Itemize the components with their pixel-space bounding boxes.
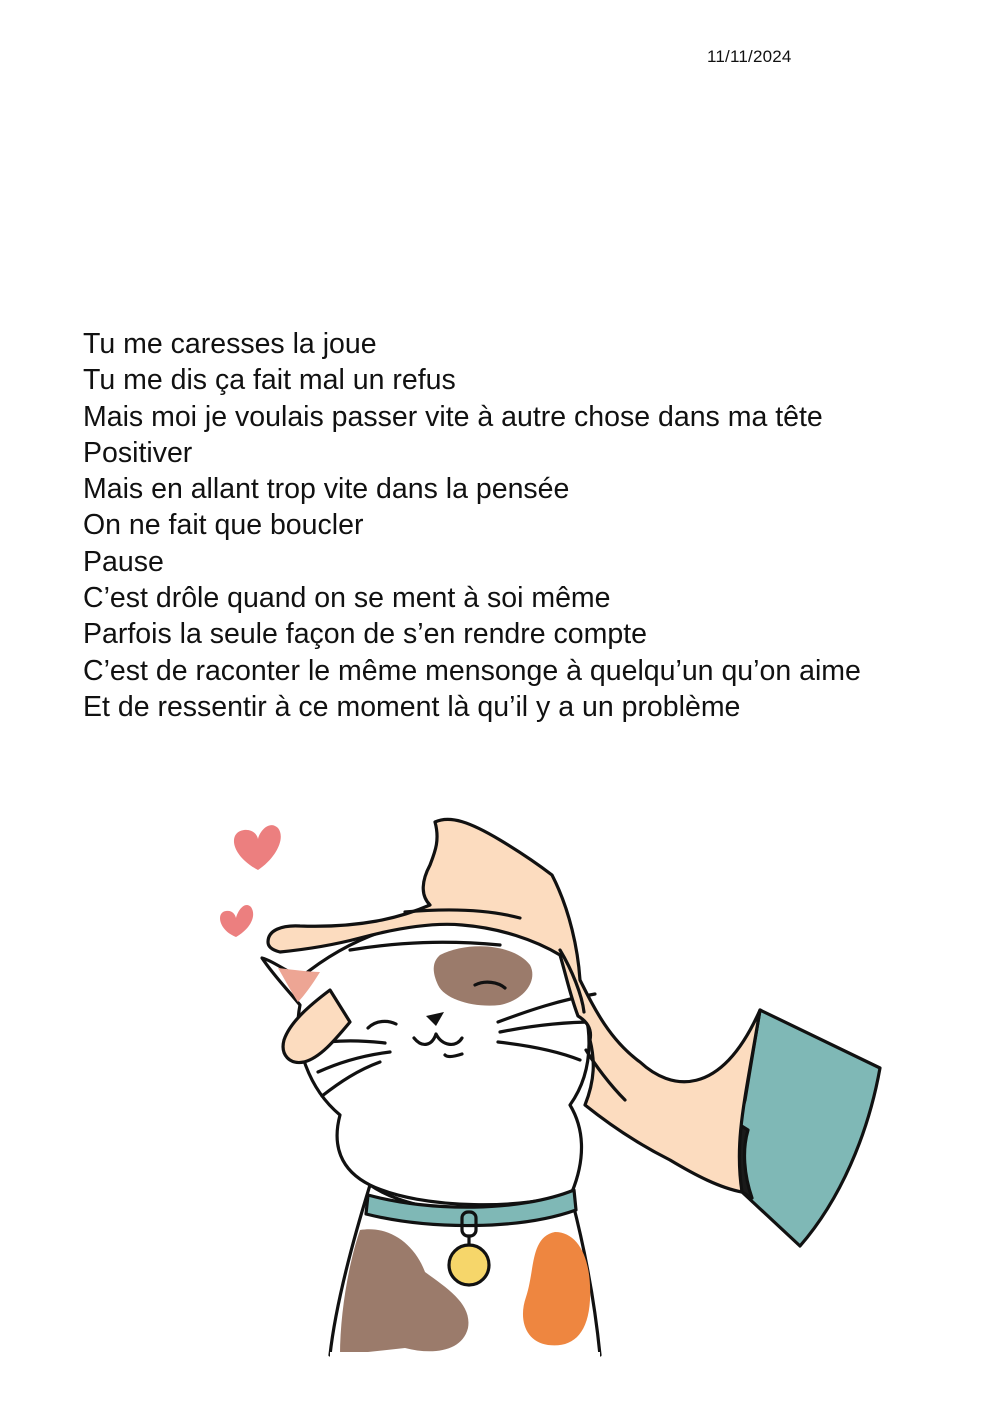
collar-tag — [449, 1245, 489, 1285]
sleeve — [736, 1010, 880, 1246]
poem-line: C’est drôle quand on se ment à soi même — [83, 582, 611, 615]
poem-line: Mais en allant trop vite dans la pensée — [83, 473, 570, 506]
poem-line: Mais moi je voulais passer vite à autre chose dans ma tête — [83, 400, 823, 433]
poem-line: Parfois la seule façon de s’en rendre compte — [83, 618, 647, 651]
cat-petting-illustration — [200, 800, 900, 1365]
document-date: 11/11/2024 — [707, 47, 792, 66]
poem-line: Positiver — [83, 436, 193, 469]
poem-line: On ne fait que boucler — [83, 509, 364, 542]
poem-line: Tu me dis ça fait mal un refus — [83, 364, 456, 397]
heart-icon — [234, 825, 281, 870]
poem-line: Et de ressentir à ce moment là qu’il y a un problème — [83, 690, 741, 723]
poem-line: Pause — [83, 545, 164, 578]
poem-line: Tu me caresses la joue — [83, 328, 377, 360]
poem-line: C’est de raconter le même mensonge à quelqu’un qu’on aime — [83, 654, 861, 687]
poem-text — [83, 326, 861, 725]
heart-icon — [220, 905, 253, 937]
